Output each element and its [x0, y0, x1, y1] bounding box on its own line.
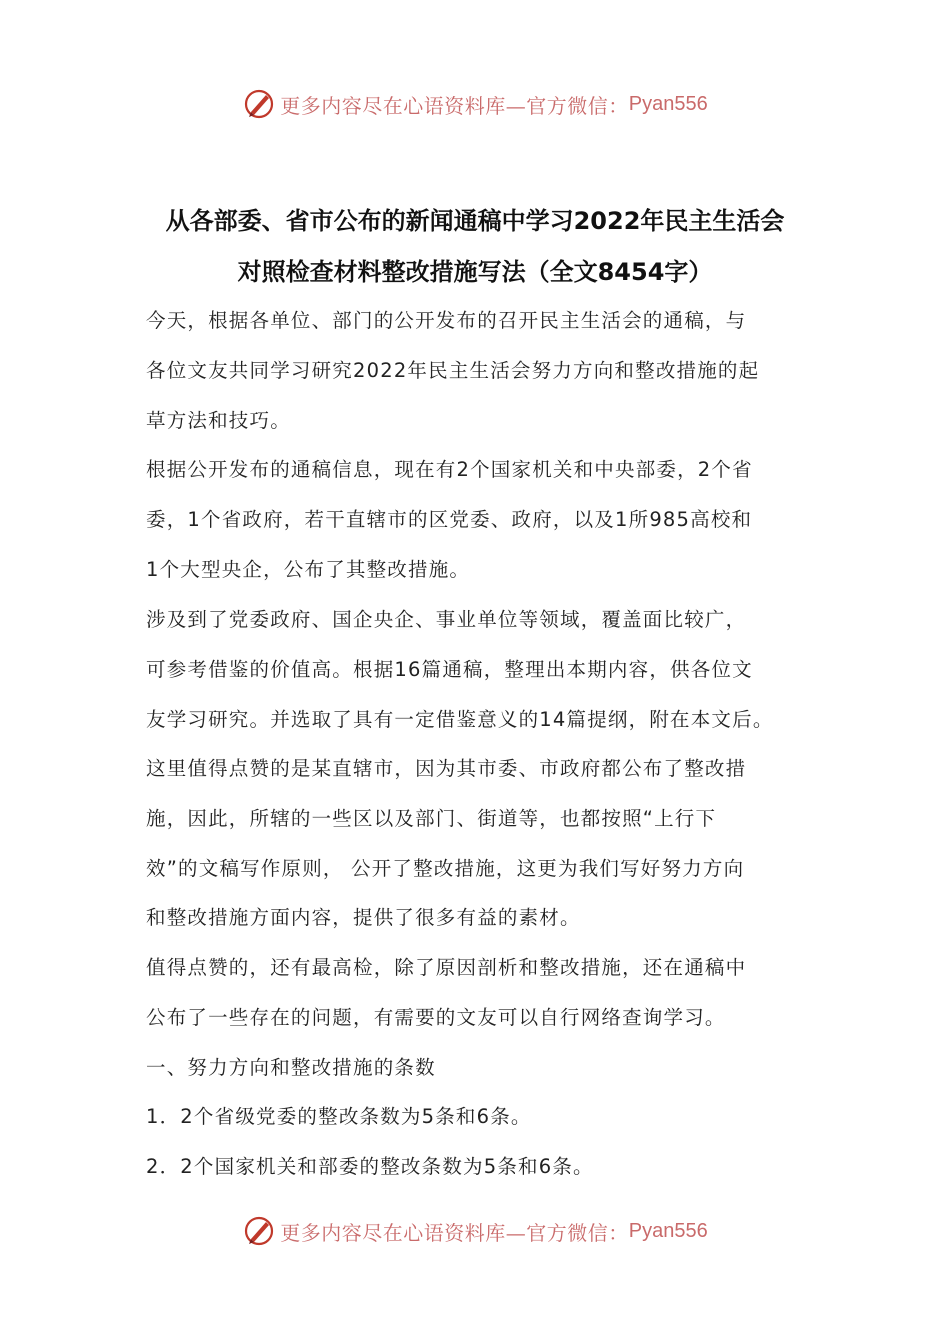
- list-item: [146, 1142, 826, 1192]
- paragraph-sources: [146, 445, 826, 594]
- text-line: 值得点赞的，还有最高检，除了原因剖析和整改措施，还在通稿中: [146, 956, 747, 979]
- text-line: 各位文友共同学习研究2022年民主生活会努力方向和整改措施的起: [146, 358, 760, 382]
- section-heading: [146, 1043, 826, 1093]
- footer-banner: [0, 1211, 950, 1251]
- list-item: [146, 1092, 826, 1142]
- text-line: 效”的文稿写作原则， 公开了整改措施，这更为我们写好努力方向: [146, 856, 745, 880]
- header-banner: [0, 84, 950, 124]
- paragraph-procuratorate: [146, 943, 826, 1043]
- footer-wechat-id: Pyan556: [628, 1219, 708, 1242]
- text-line: 2．2个国家机关和部委的整改条数为5条和6条。: [146, 1155, 594, 1178]
- paragraph-coverage: [146, 595, 826, 744]
- text-line: 公布了一些存在的问题，有需要的文友可以自行网络查询学习。: [146, 1005, 726, 1029]
- footer-banner-text: 更多内容尽在心语资料库—官方微信：: [280, 1220, 629, 1245]
- document-title-line-2: 对照检查材料整改措施写法（全文8454字）: [237, 258, 713, 286]
- text-line: 委，1个省政府，若干直辖市的区党委、政府，以及1所985高校和: [146, 507, 753, 531]
- text-line: 可参考借鉴的价值高。根据16篇通稿，整理出本期内容，供各位文: [146, 657, 753, 681]
- header-wechat-id: Pyan556: [628, 92, 708, 115]
- header-banner-text: 更多内容尽在心语资料库—官方微信：: [280, 93, 629, 118]
- pen-logo-icon: [242, 87, 276, 121]
- text-line: 友学习研究。并选取了具有一定借鉴意义的14篇提纲，附在本文后。: [146, 707, 774, 731]
- paragraph-municipality: [146, 744, 826, 943]
- text-line: 根据公开发布的通稿信息，现在有2个国家机关和中央部委，2个省: [146, 458, 753, 481]
- text-line: 一、努力方向和整改措施的条数: [146, 1056, 436, 1079]
- text-line: 草方法和技巧。: [146, 408, 291, 432]
- pen-logo-icon: [242, 1214, 276, 1248]
- text-line: 这里值得点赞的是某直辖市，因为其市委、市政府都公布了整改措: [146, 757, 747, 780]
- text-line: 施，因此，所辖的一些区以及部门、街道等，也都按照“上行下: [146, 806, 717, 830]
- text-line: 1个大型央企，公布了其整改措施。: [146, 557, 471, 581]
- document-title-line-1: 从各部委、省市公布的新闻通稿中学习2022年民主生活会: [165, 207, 785, 235]
- paragraph-intro: [146, 296, 826, 445]
- text-line: 涉及到了党委政府、国企央企、事业单位等领域，覆盖面比较广，: [146, 608, 747, 631]
- text-line: 今天，根据各单位、部门的公开发布的召开民主生活会的通稿，与: [146, 309, 747, 332]
- text-line: 和整改措施方面内容，提供了很多有益的素材。: [146, 906, 581, 930]
- text-line: 1．2个省级党委的整改条数为5条和6条。: [146, 1105, 532, 1128]
